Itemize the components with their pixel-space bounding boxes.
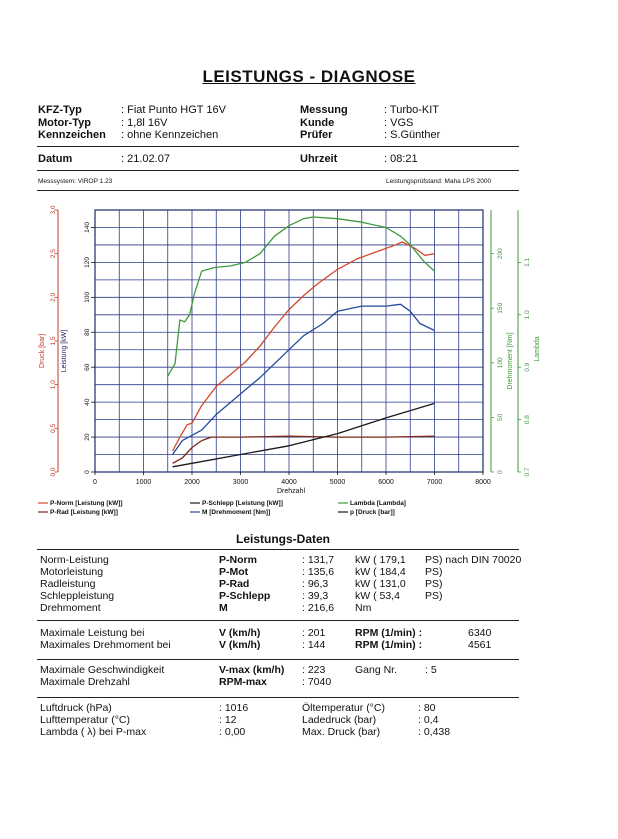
leistung-tick-label: 20	[84, 433, 91, 441]
x-tick-label: 4000	[281, 479, 297, 486]
x-tick-label: 7000	[426, 479, 443, 486]
row-label: Maximales Drehmoment bei	[40, 639, 171, 651]
row-key: V-max (km/h)	[219, 664, 285, 676]
row-rpm: 4561	[468, 639, 492, 651]
row-label: Drehmoment	[40, 602, 101, 614]
env-label: Lambda ( λ) bei P-max	[40, 726, 147, 738]
leistung-tick-label: 80	[84, 328, 91, 336]
row-key: V (km/h)	[219, 627, 261, 639]
divider	[37, 620, 519, 621]
lambda-tick-label: 0.9	[524, 362, 531, 372]
row-key: P-Schlepp	[219, 590, 271, 602]
legend-entry: P-Rad [Leistung [kW]]	[50, 509, 118, 516]
x-tick-label: 5000	[329, 479, 346, 486]
druck-tick-label: 1.0	[50, 380, 57, 390]
header-label: Prüfer	[300, 129, 333, 141]
row-value: : 96,3	[302, 578, 329, 590]
drehmoment-tick-label: 150	[497, 302, 504, 314]
header-value: : VGS	[384, 116, 414, 129]
druck-tick-label: 2.5	[50, 249, 57, 259]
date-row	[38, 153, 72, 166]
lambda-tick-label: 0.7	[524, 467, 531, 477]
row-key: P-Norm	[219, 554, 257, 566]
row-ps: PS)	[425, 590, 443, 602]
x-tick-label: 1000	[135, 479, 152, 486]
leistung-tick-label: 40	[84, 398, 91, 406]
druck-axis-label: Druck [bar]	[39, 333, 46, 369]
header-value: : Fiat Punto HGT 16V	[121, 104, 226, 116]
x-tick-label: 3000	[232, 479, 249, 486]
row-unit: Nm	[355, 602, 372, 614]
env-label: Lufttemperatur (°C)	[40, 714, 130, 726]
env-label: Luftdruck (hPa)	[40, 702, 112, 714]
env-label: Öltemperatur (°C)	[302, 702, 385, 714]
druck-tick-label: 3.0	[50, 205, 57, 215]
env-value: : 0,438	[418, 726, 451, 738]
header-value: : S.Günther	[384, 129, 441, 141]
header-label: Kennzeichen	[38, 129, 106, 141]
drehmoment-tick-label: 50	[497, 413, 504, 422]
env-value: : 80	[418, 702, 436, 714]
header-value: : 1,8l 16V	[121, 116, 168, 129]
divider	[37, 659, 519, 660]
header-value: : Turbo-KIT	[384, 104, 440, 116]
row-value: : 135,6	[302, 566, 335, 578]
env-value: : 0,4	[418, 714, 439, 726]
row-rpm: 6340	[468, 627, 492, 639]
time-label: Uhrzeit	[300, 153, 338, 165]
druck-tick-label: 1.5	[50, 336, 57, 346]
vehicle-labels	[38, 104, 106, 142]
header-value: : ohne Kennzeichen	[121, 129, 219, 141]
row-value: : 7040	[302, 676, 332, 688]
time-row	[300, 153, 337, 166]
druck-tick-label: 0.5	[50, 423, 57, 433]
vehicle-values	[121, 104, 226, 142]
row-label: Norm-Leistung	[40, 554, 109, 566]
divider	[37, 549, 519, 550]
time-value: : 08:21	[384, 153, 418, 165]
divider	[37, 190, 519, 191]
lambda-axis-label: Lambda	[534, 336, 541, 362]
row-key: RPM-max	[219, 676, 267, 688]
env-label: Ladedruck (bar)	[302, 714, 377, 726]
messsystem-label: Messsystem: VIROP 1.23	[38, 178, 113, 185]
env-value: : 0,00	[219, 726, 246, 738]
row-value: : 201	[302, 627, 326, 639]
divider	[37, 170, 519, 171]
drehmoment-axis-label: Drehmoment [Nm]	[507, 332, 514, 390]
row-rpm-label: RPM (1/min) :	[355, 639, 423, 651]
page-title: LEISTUNGS - DIAGNOSE	[202, 67, 416, 86]
leistung-tick-label: 120	[84, 256, 91, 268]
test-labels	[300, 104, 348, 142]
row-label: Radleistung	[40, 578, 96, 590]
row-rpm-label: RPM (1/min) :	[355, 627, 423, 639]
leistung-tick-label: 140	[84, 222, 91, 233]
env-value: : 1016	[219, 702, 249, 714]
lambda-tick-label: 1.0	[524, 310, 531, 320]
env-label: Max. Druck (bar)	[302, 726, 381, 738]
druck-tick-label: 0.0	[50, 467, 57, 477]
row-label: Maximale Leistung bei	[40, 627, 145, 639]
row-key: V (km/h)	[219, 639, 261, 651]
drehmoment-tick-label: 100	[497, 357, 504, 369]
row-unit: kW ( 53,4	[355, 590, 400, 602]
pruefstand-label: Leistungsprüfstand: Maha LPS 2000	[386, 178, 492, 185]
env-value: : 12	[219, 714, 237, 726]
row-key: P-Mot	[219, 566, 249, 578]
date-label: Datum	[38, 153, 73, 165]
row-extra: : 5	[425, 664, 437, 676]
x-tick-label: 6000	[378, 479, 394, 486]
row-value: : 39,3	[302, 590, 329, 602]
row-ps: PS) nach DIN 70020	[425, 554, 522, 566]
section-title: Leistungs-Daten	[236, 532, 331, 546]
legend-entry: P-Schlepp [Leistung [kW]]	[202, 500, 283, 507]
leistung-tick-label: 60	[84, 363, 91, 371]
drehmoment-tick-label: 200	[497, 248, 504, 260]
row-value: : 131,7	[302, 554, 335, 566]
row-ps: PS)	[425, 566, 443, 578]
legend-entry: M [Drehmoment [Nm]]	[202, 509, 271, 516]
leistung-axis-label: Leistung [kW]	[61, 329, 68, 373]
row-key: M	[219, 602, 228, 614]
leistung-tick-label: 0	[84, 470, 91, 474]
row-label: Maximale Geschwindigkeit	[40, 664, 165, 676]
row-value: : 144	[302, 639, 326, 651]
row-ps: PS)	[425, 578, 443, 590]
x-axis-label: Drehzahl	[276, 488, 306, 495]
lambda-tick-label: 1.1	[524, 257, 531, 267]
legend-entry: p [Druck [bar]]	[350, 509, 395, 516]
row-key: P-Rad	[219, 578, 250, 590]
header-label: Messung	[300, 104, 348, 116]
x-tick-label: 0	[93, 479, 97, 486]
divider	[37, 697, 519, 698]
druck-tick-label: 2.0	[50, 292, 57, 302]
lambda-tick-label: 0.8	[524, 415, 531, 425]
legend-entry: P-Norm [Leistung [kW]]	[50, 500, 123, 507]
row-label: Schleppleistung	[40, 590, 115, 602]
test-values	[384, 104, 440, 142]
divider	[37, 146, 519, 147]
x-tick-label: 8000	[475, 479, 491, 486]
row-value: : 223	[302, 664, 326, 676]
row-extra-label: Gang Nr.	[355, 664, 398, 676]
leistung-tick-label: 100	[84, 291, 91, 303]
row-unit: kW ( 179,1	[355, 554, 406, 566]
date-value: : 21.02.07	[121, 153, 170, 165]
header-label: Kunde	[300, 116, 335, 129]
power-chart	[30, 194, 550, 524]
header-label: Motor-Typ	[38, 116, 91, 129]
row-unit: kW ( 131,0	[355, 578, 406, 590]
x-tick-label: 2000	[184, 479, 200, 486]
row-value: : 216,6	[302, 602, 335, 614]
row-label: Maximale Drehzahl	[40, 676, 130, 688]
drehmoment-tick-label: 0	[497, 470, 504, 474]
header-label: KFZ-Typ	[38, 104, 82, 116]
legend-entry: Lambda [Lambda]	[350, 500, 406, 507]
row-unit: kW ( 184,4	[355, 566, 406, 578]
row-label: Motorleistung	[40, 566, 104, 578]
